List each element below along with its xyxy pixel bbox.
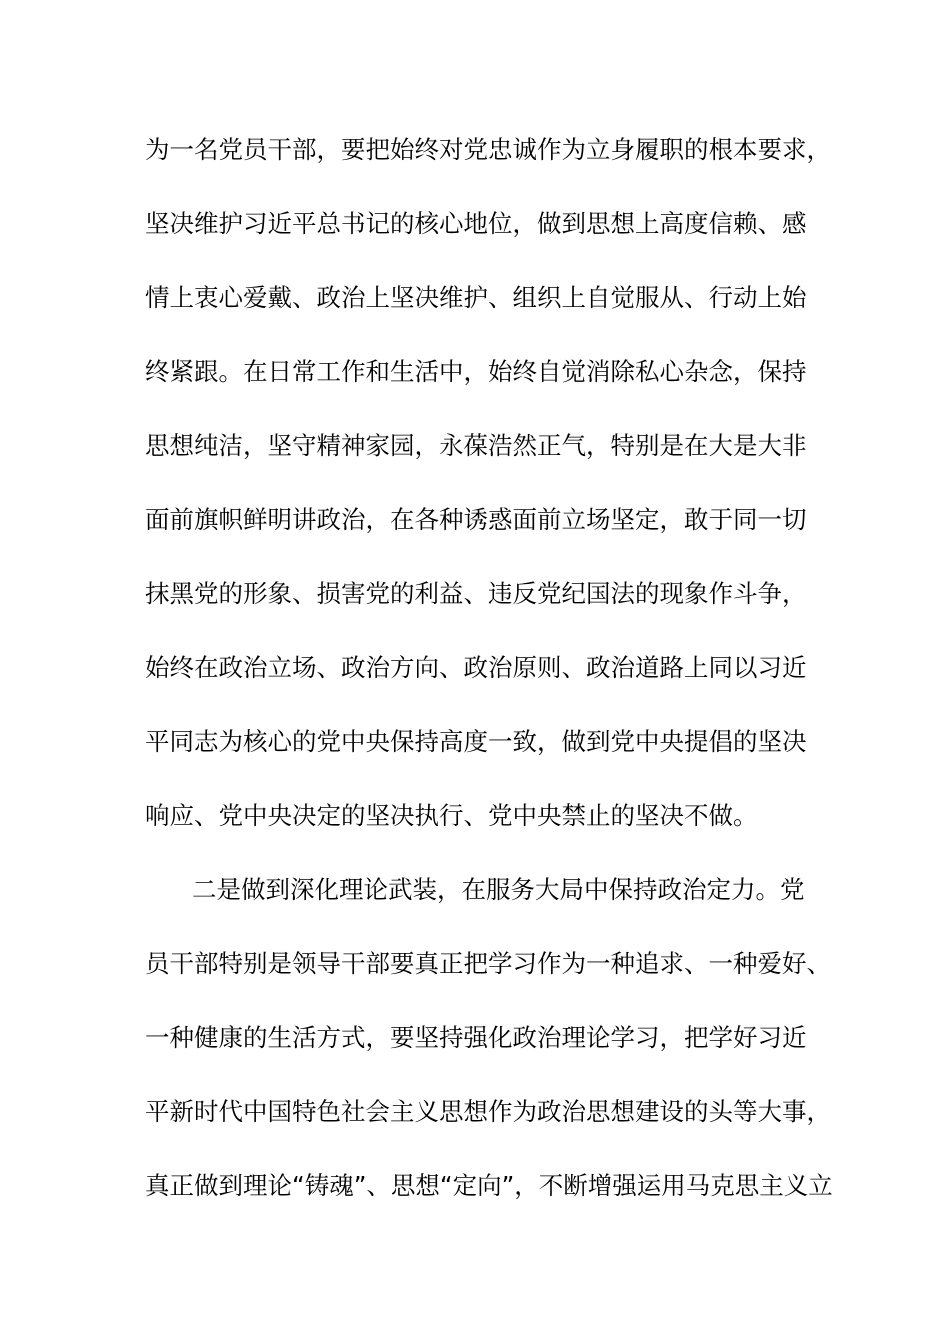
- body-text: [145, 126, 845, 1236]
- text-line: 平新时代中国特色社会主义思想作为政治思想建设的头等大事，: [145, 1097, 831, 1126]
- text-line: 员干部特别是领导干部要真正把学习作为一种追求、一种爱好、: [145, 949, 831, 978]
- text-line: 始终在政治立场、政治方向、政治原则、政治道路上同以习近: [145, 653, 807, 682]
- text-line: 终紧跟。在日常工作和生活中，始终自觉消除私心杂念，保持: [145, 357, 807, 386]
- text-line: 真正做到理论“铸魂”、思想“定向”，不断增强运用马克思主义立: [145, 1171, 833, 1200]
- text-line: 响应、党中央决定的坚决执行、党中央禁止的坚决不做。: [145, 801, 758, 830]
- text-line: 坚决维护习近平总书记的核心地位，做到思想上高度信赖、感: [145, 209, 807, 238]
- text-line: 为一名党员干部，要把始终对党忠诚作为立身履职的根本要求，: [145, 135, 831, 164]
- text-line: 情上衷心爱戴、政治上坚决维护、组织上自觉服从、行动上始: [145, 283, 807, 312]
- paragraph-start-line: 二是做到深化理论武装，在服务大局中保持政治定力。党: [192, 875, 805, 904]
- text-line: 面前旗帜鲜明讲政治，在各种诱惑面前立场坚定，敢于同一切: [145, 505, 807, 534]
- text-line: 抹黑党的形象、损害党的利益、违反党纪国法的现象作斗争，: [145, 579, 807, 608]
- text-line: 平同志为核心的党中央保持高度一致，做到党中央提倡的坚决: [145, 727, 807, 756]
- text-line: 一种健康的生活方式，要坚持强化政治理论学习，把学好习近: [145, 1023, 807, 1052]
- text-line: 思想纯洁，坚守精神家园，永葆浩然正气，特别是在大是大非: [145, 431, 807, 460]
